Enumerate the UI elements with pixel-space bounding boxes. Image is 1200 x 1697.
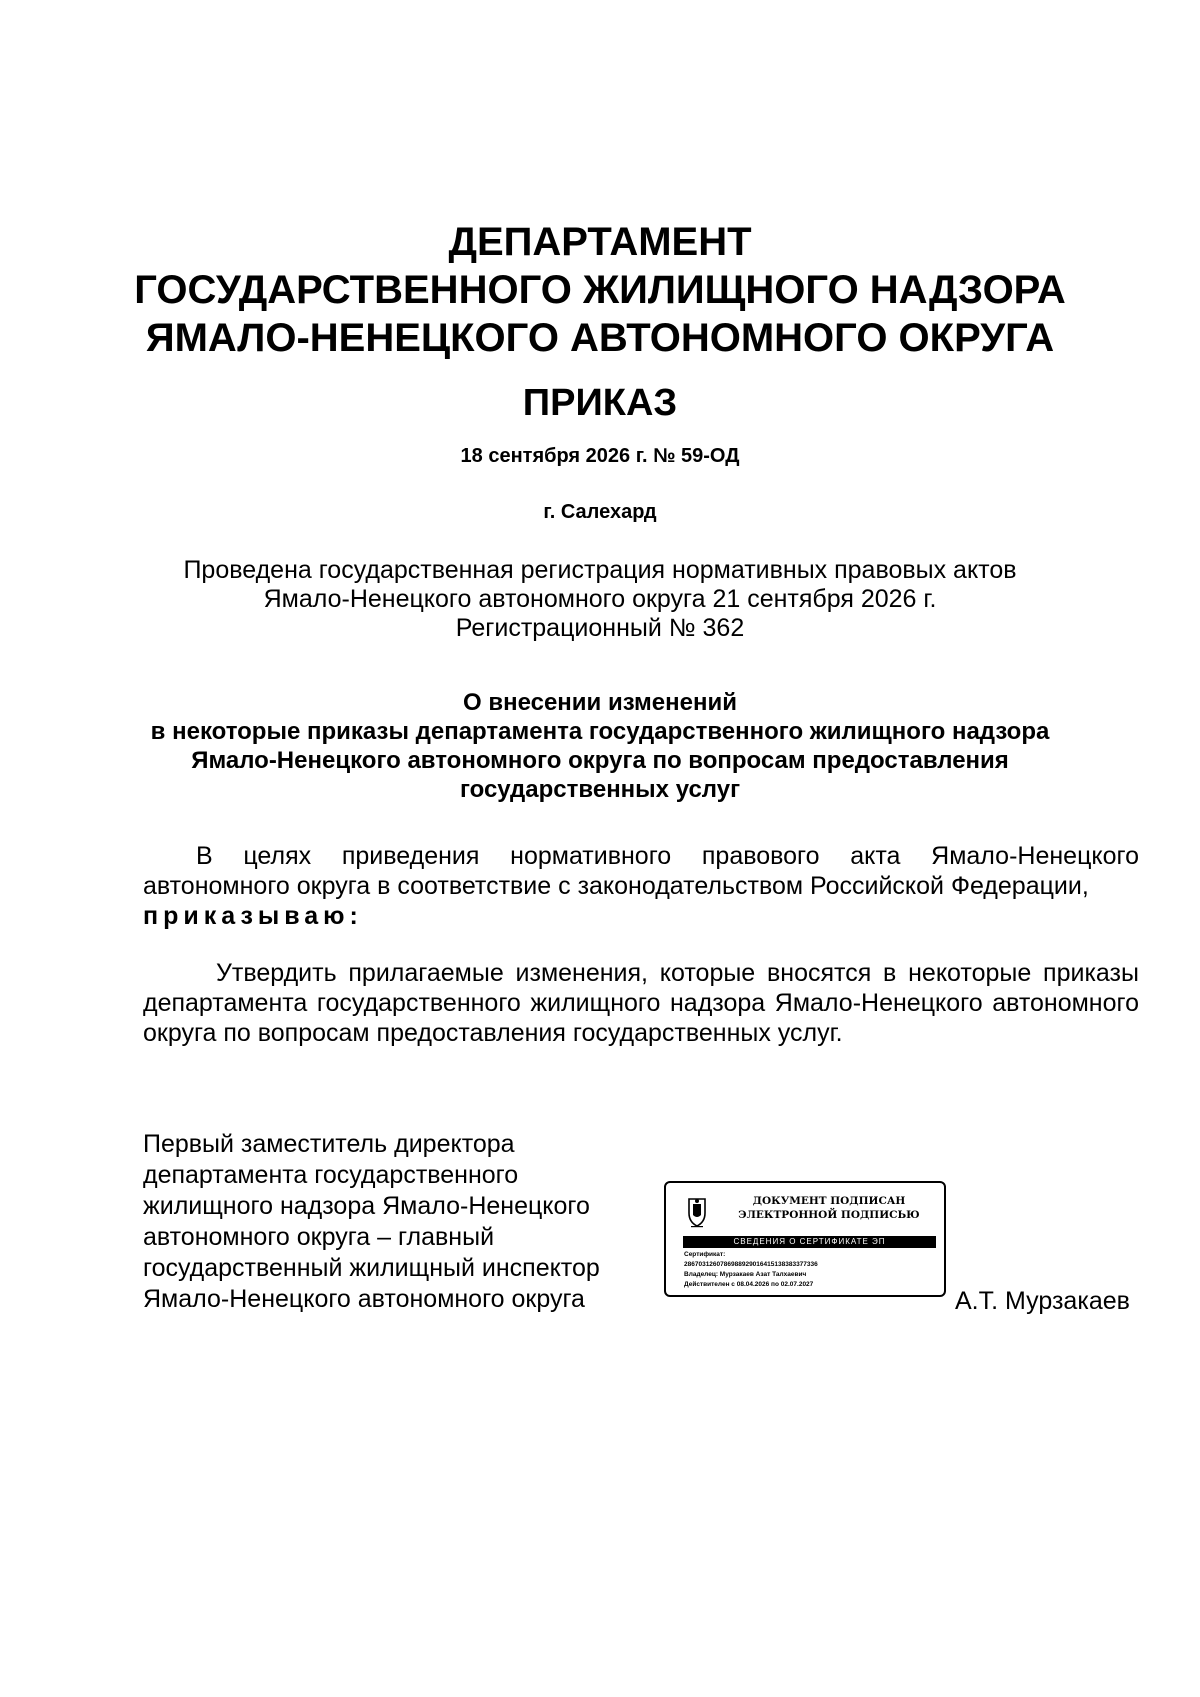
signer-position bbox=[143, 1129, 663, 1315]
subject-line: Ямало-Ненецкого автономного округа по вопросам предоставления bbox=[191, 747, 1009, 774]
preamble-text: В целях приведения нормативного правового акта Ямало-Ненецкого автономного округа в соответствие с законодательством Российской Федерации, bbox=[143, 842, 1139, 900]
registration-line: Ямало-Ненецкого автономного округа 21 сентября 2026 г. bbox=[263, 585, 937, 613]
position-line: государственный жилищный инспектор bbox=[143, 1254, 600, 1282]
position-line: департамента государственного bbox=[143, 1161, 519, 1189]
order-date-number: 18 сентября 2026 г. № 59-ОД bbox=[460, 445, 740, 467]
cert-validity: Действителен с 08.04.2026 по 02.07.2027 bbox=[684, 1281, 814, 1288]
department-line: ЯМАЛО-НЕНЕЦКОГО АВТОНОМНОГО ОКРУГА bbox=[145, 316, 1055, 360]
stamp-certificate-bar: СВЕДЕНИЯ О СЕРТИФИКАТЕ ЭП bbox=[683, 1236, 936, 1248]
cert-label: Сертификат: bbox=[684, 1251, 726, 1258]
department-line: ДЕПАРТАМЕНТ bbox=[448, 220, 752, 264]
stamp-details bbox=[684, 1250, 940, 1290]
subject-line: в некоторые приказы департамента государственного жилищного надзора bbox=[150, 718, 1050, 745]
command-word: приказываю: bbox=[143, 902, 363, 930]
document-type: ПРИКАЗ bbox=[522, 382, 678, 424]
registration-line: Регистрационный № 362 bbox=[455, 614, 745, 642]
position-line: Первый заместитель директора bbox=[143, 1130, 515, 1158]
city: г. Салехард bbox=[543, 501, 657, 523]
position-line: жилищного надзора Ямало-Ненецкого bbox=[143, 1192, 590, 1220]
subject-line: государственных услуг bbox=[459, 776, 741, 803]
registration-note bbox=[0, 556, 1200, 643]
order-subject bbox=[0, 688, 1200, 804]
position-line: Ямало-Ненецкого автономного округа bbox=[143, 1285, 585, 1313]
cert-owner: Владелец: Мурзакаев Азат Талхаевич bbox=[684, 1271, 807, 1278]
department-header bbox=[0, 218, 1200, 362]
registration-line: Проведена государственная регистрация нормативных правовых актов bbox=[183, 556, 1017, 584]
cert-value: 2867031260786988929016415138383377336 bbox=[684, 1261, 818, 1268]
coat-of-arms-icon bbox=[686, 1195, 708, 1229]
signer-name: А.Т. Мурзакаев bbox=[955, 1287, 1130, 1315]
preamble-paragraph bbox=[143, 841, 1139, 931]
order-paragraph: Утвердить прилагаемые изменения, которые вносятся в некоторые приказы департамента государственного жилищного надзора Ямало-Ненецкого автономного округа по вопросам предоставления государственных услуг. bbox=[143, 959, 1139, 1047]
position-line: автономного округа – главный bbox=[143, 1223, 495, 1251]
electronic-signature-stamp bbox=[664, 1181, 946, 1297]
stamp-title: ДОКУМЕНТ ПОДПИСАН ЭЛЕКТРОННОЙ ПОДПИСЬЮ bbox=[738, 1195, 920, 1221]
subject-line: О внесении изменений bbox=[462, 689, 738, 716]
department-line: ГОСУДАРСТВЕННОГО ЖИЛИЩНОГО НАДЗОРА bbox=[134, 268, 1066, 312]
